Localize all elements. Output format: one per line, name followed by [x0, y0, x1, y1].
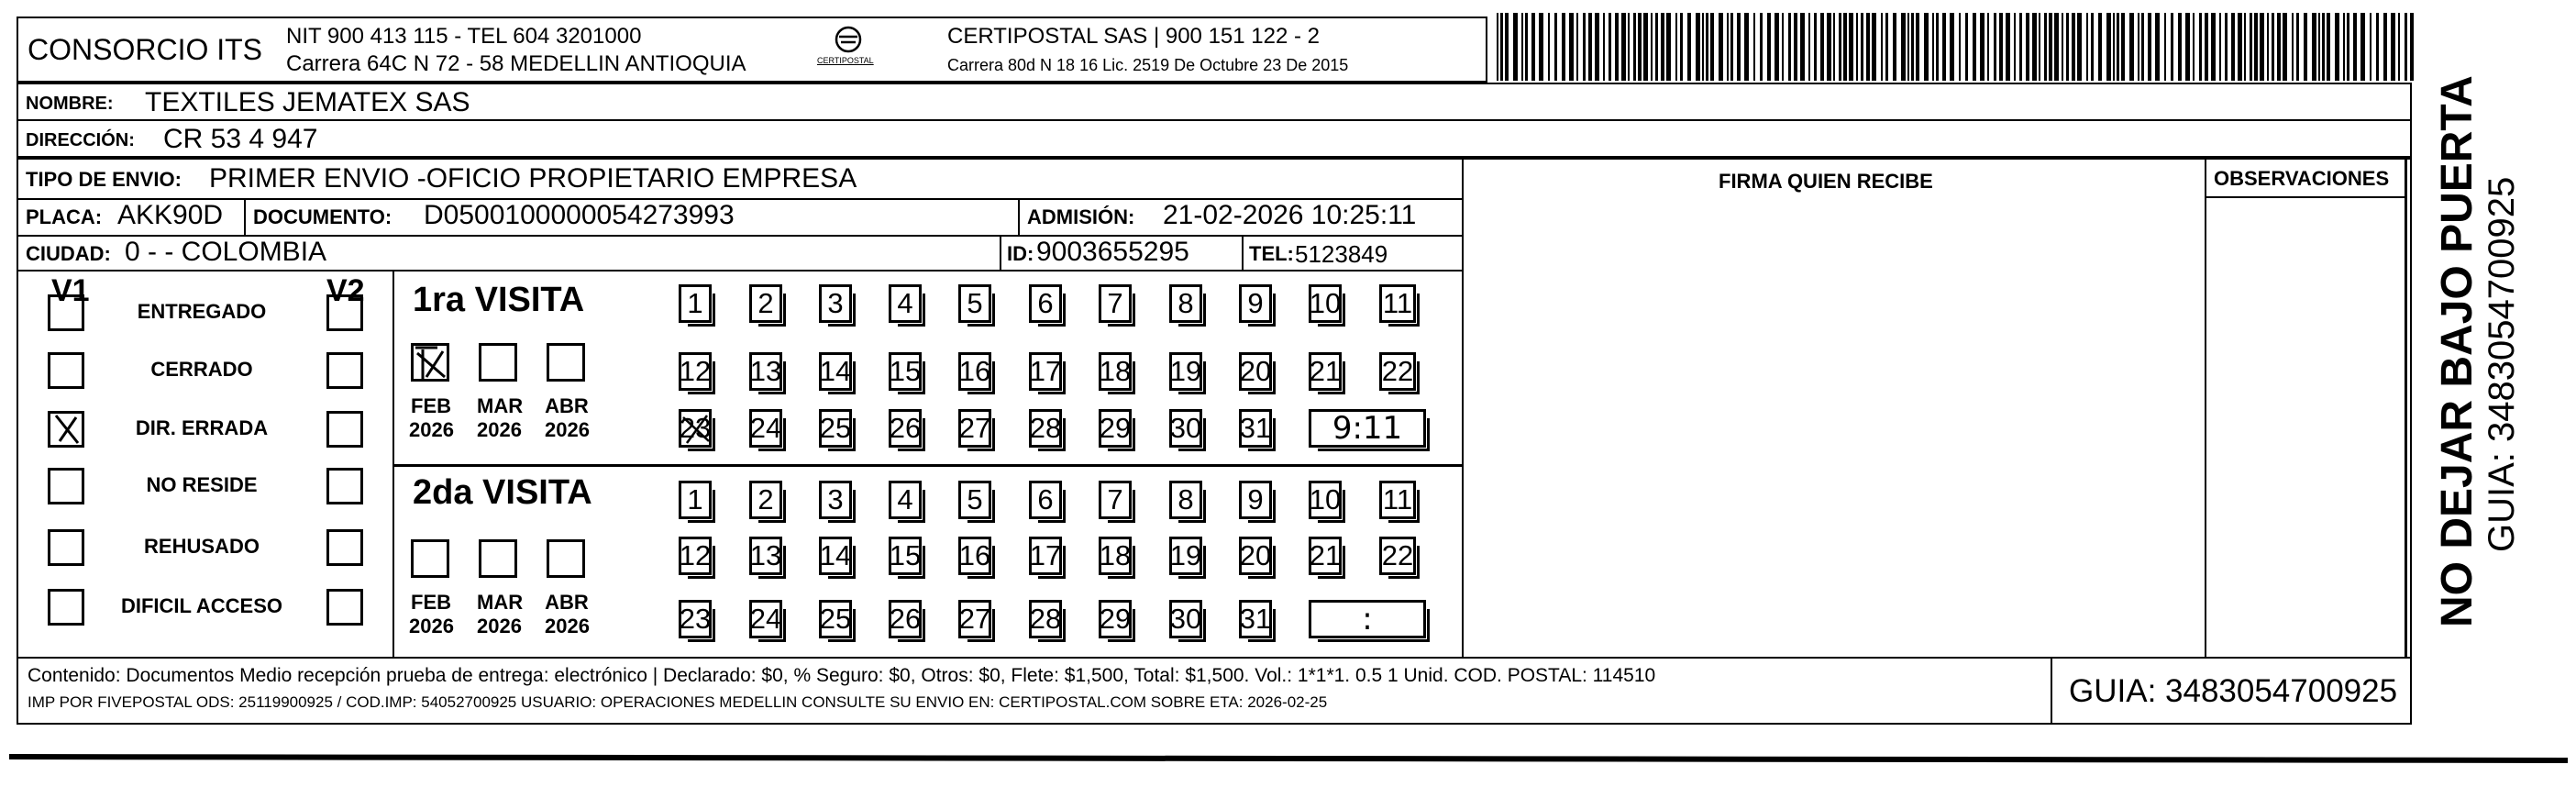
visit2-day-box: 26 [889, 600, 922, 638]
visit2-month-box [479, 539, 517, 578]
logo-text: CERTIPOSTAL [817, 56, 874, 65]
status-label: ENTREGADO [137, 300, 267, 323]
visit2-month-label: MAR [477, 591, 524, 614]
direccion-label: DIRECCIÓN: [26, 130, 135, 150]
visit2-day-box: 9 [1239, 481, 1272, 519]
visit1-day-box: 2 [749, 284, 782, 323]
visit1-day-box: 24 [749, 409, 782, 448]
placa-value: AKK90D [117, 200, 224, 230]
visit1-time-box: 9:11 [1309, 409, 1426, 448]
visit1-day-box: 21 [1309, 352, 1342, 391]
visit1-month-label: ABR [545, 394, 589, 417]
visit2-day-box: 10 [1309, 481, 1342, 519]
visit2-month-box [547, 539, 585, 578]
certipostal-logo [812, 24, 885, 73]
visit1-year-label: 2026 [545, 418, 590, 441]
status-label: DIR. ERRADA [135, 416, 269, 439]
ciudad-value: 0 - - COLOMBIA [125, 237, 327, 267]
imp-line: IMP POR FIVEPOSTAL ODS: 25119900925 / COD.IMP: 54052700925 USUARIO: OPERACIONES MEDELLIN CONSULTE SU ENVIO EN: CERTIPOSTAL.COM SOBRE ETA: 2026-02-25 [28, 693, 1328, 711]
visit2-day-box: 6 [1029, 481, 1062, 519]
visit1-day-box: 17 [1029, 352, 1062, 391]
visit1-day-box: 25 [819, 409, 852, 448]
visit1-day-box: 28 [1029, 409, 1062, 448]
admision-label: ADMISIÓN: [1027, 205, 1135, 228]
visit1-day-box: 7 [1099, 284, 1132, 323]
visit1-month-box [547, 343, 585, 382]
ciudad-label: CIUDAD: [26, 242, 111, 265]
visit1-day-box: 27 [958, 409, 991, 448]
v1-header: V1 [51, 273, 90, 308]
visit1-day-box: 9 [1239, 284, 1272, 323]
placa-label: PLACA: [26, 205, 103, 228]
status-label: DIFICIL ACCESO [120, 594, 282, 617]
visit2-day-box: 29 [1099, 600, 1132, 638]
visit1-month-box [411, 343, 449, 382]
v2-checkbox [326, 589, 363, 626]
visit1-day-box: 8 [1169, 284, 1202, 323]
v1-checkbox [48, 352, 84, 389]
visit1-day-box: 20 [1239, 352, 1272, 391]
visit1-day-box: 4 [889, 284, 922, 323]
visit1-day-box: 5 [958, 284, 991, 323]
nombre-value: TEXTILES JEMATEX SAS [145, 87, 470, 117]
visit2-day-box: 4 [889, 481, 922, 519]
contenido-line: Contenido: Documentos Medio recepción prueba de entrega: electrónico | Declarado: $0, % Seguro: $0, Otros: $0, Flete: $1,500, Total: $1,500. Vol.: 1*1*1. 0.5 1 Unid. COD. POSTAL: 114510 [28, 665, 1656, 686]
visit2-day-box: 28 [1029, 600, 1062, 638]
v1-checkbox [48, 411, 84, 448]
visit2-month-label: ABR [545, 591, 589, 614]
v1-checkbox [48, 529, 84, 566]
v1-checkbox [48, 294, 84, 331]
visit2-day-box: 31 [1239, 600, 1272, 638]
visit1-day-box: 3 [819, 284, 852, 323]
visit1-year-label: 2026 [477, 418, 522, 441]
v2-checkbox [326, 411, 363, 448]
visit1-month-label: FEB [411, 394, 451, 417]
v1-checkbox [48, 589, 84, 626]
visit2-day-box: 1 [679, 481, 712, 519]
page-edge [9, 754, 2568, 763]
visit2-day-box: 25 [819, 600, 852, 638]
visit1-title: 1ra VISITA [413, 281, 585, 319]
visit2-day-box: 11 [1379, 481, 1416, 519]
visit2-day-box: 7 [1099, 481, 1132, 519]
visit1-day-box: 23 [679, 409, 712, 448]
v2-checkbox [326, 294, 363, 331]
visit1-day-box: 31 [1239, 409, 1272, 448]
visit1-month-label: MAR [477, 394, 524, 417]
visit1-day-box: 29 [1099, 409, 1132, 448]
visit1-day-box: 10 [1309, 284, 1342, 323]
visit1-year-label: 2026 [409, 418, 454, 441]
admision-value: 21-02-2026 10:25:11 [1163, 200, 1417, 230]
visit2-day-box: 12 [679, 537, 712, 575]
certipostal-line: CERTIPOSTAL SAS | 900 151 122 - 2 [947, 24, 1320, 49]
visit1-month-box [479, 343, 517, 382]
v2-checkbox [326, 352, 363, 389]
visit2-day-box: 23 [679, 600, 712, 638]
visit2-year-label: 2026 [545, 615, 590, 637]
status-label: NO RESIDE [146, 473, 258, 496]
barcode [1497, 13, 2419, 81]
visit2-day-box: 22 [1379, 537, 1416, 575]
visit2-day-box: 20 [1239, 537, 1272, 575]
visit2-year-label: 2026 [477, 615, 522, 637]
v2-checkbox [326, 529, 363, 566]
tel-label: TEL: [1249, 242, 1294, 265]
company-name: CONSORCIO ITS [28, 33, 263, 66]
visit2-title: 2da VISITA [413, 473, 592, 512]
visit2-month-label: FEB [411, 591, 451, 614]
visit2-month-box [411, 539, 449, 578]
id-label: ID: [1007, 242, 1034, 265]
visit1-day-box: 15 [889, 352, 922, 391]
visit2-day-box: 15 [889, 537, 922, 575]
firma-header: FIRMA QUIEN RECIBE [1719, 170, 1933, 193]
tipo-label: TIPO DE ENVIO: [26, 168, 182, 191]
visit2-day-box: 24 [749, 600, 782, 638]
visit2-day-box: 19 [1169, 537, 1202, 575]
v1-checkbox [48, 468, 84, 504]
visit2-day-box: 27 [958, 600, 991, 638]
footer-guia: GUIA: 3483054700925 [2069, 673, 2398, 709]
visit1-day-box: 1 [679, 284, 712, 323]
visit1-day-box: 26 [889, 409, 922, 448]
v2-header: V2 [326, 273, 365, 308]
visit1-day-box: 12 [679, 352, 712, 391]
visit2-day-box: 16 [958, 537, 991, 575]
tipo-value: PRIMER ENVIO -OFICIO PROPIETARIO EMPRESA [209, 163, 857, 194]
visit2-day-box: 21 [1309, 537, 1342, 575]
direccion-value: CR 53 4 947 [163, 124, 318, 154]
visit1-day-box: 14 [819, 352, 852, 391]
visit1-day-box: 19 [1169, 352, 1202, 391]
visit1-day-box: 13 [749, 352, 782, 391]
id-value: 9003655295 [1036, 237, 1189, 267]
nit-line: NIT 900 413 115 - TEL 604 3201000 [286, 24, 642, 49]
observaciones-header: OBSERVACIONES [2214, 167, 2390, 190]
v2-checkbox [326, 468, 363, 504]
visit1-day-box: 11 [1379, 284, 1416, 323]
documento-label: DOCUMENTO: [253, 205, 392, 228]
tel-value: 5123849 [1295, 240, 1388, 268]
status-label: REHUSADO [144, 535, 260, 558]
visit2-day-box: 3 [819, 481, 852, 519]
visit2-day-box: 14 [819, 537, 852, 575]
visit2-day-box: 18 [1099, 537, 1132, 575]
address-line: Carrera 64C N 72 - 58 MEDELLIN ANTIOQUIA [286, 51, 746, 76]
status-label: CERRADO [150, 358, 253, 381]
visit2-day-box: 8 [1169, 481, 1202, 519]
visit2-year-label: 2026 [409, 615, 454, 637]
nombre-label: NOMBRE: [26, 94, 114, 114]
side-guia: GUIA: 3483054700925 [2482, 176, 2522, 552]
no-dejar-warning: NO DEJAR BAJO PUERTA [2433, 75, 2482, 627]
visit1-day-box: 6 [1029, 284, 1062, 323]
visit1-day-box: 30 [1169, 409, 1202, 448]
visit1-day-box: 22 [1379, 352, 1416, 391]
visit2-day-box: 13 [749, 537, 782, 575]
visit2-day-box: 17 [1029, 537, 1062, 575]
visit2-time-box: : [1309, 600, 1426, 638]
documento-value: D0500100000054273993 [424, 200, 735, 230]
visit2-day-box: 5 [958, 481, 991, 519]
visit2-day-box: 30 [1169, 600, 1202, 638]
license-line: Carrera 80d N 18 16 Lic. 2519 De Octubre 23 De 2015 [947, 56, 1349, 74]
visit2-day-box: 2 [749, 481, 782, 519]
visit1-day-box: 18 [1099, 352, 1132, 391]
visit1-day-box: 16 [958, 352, 991, 391]
